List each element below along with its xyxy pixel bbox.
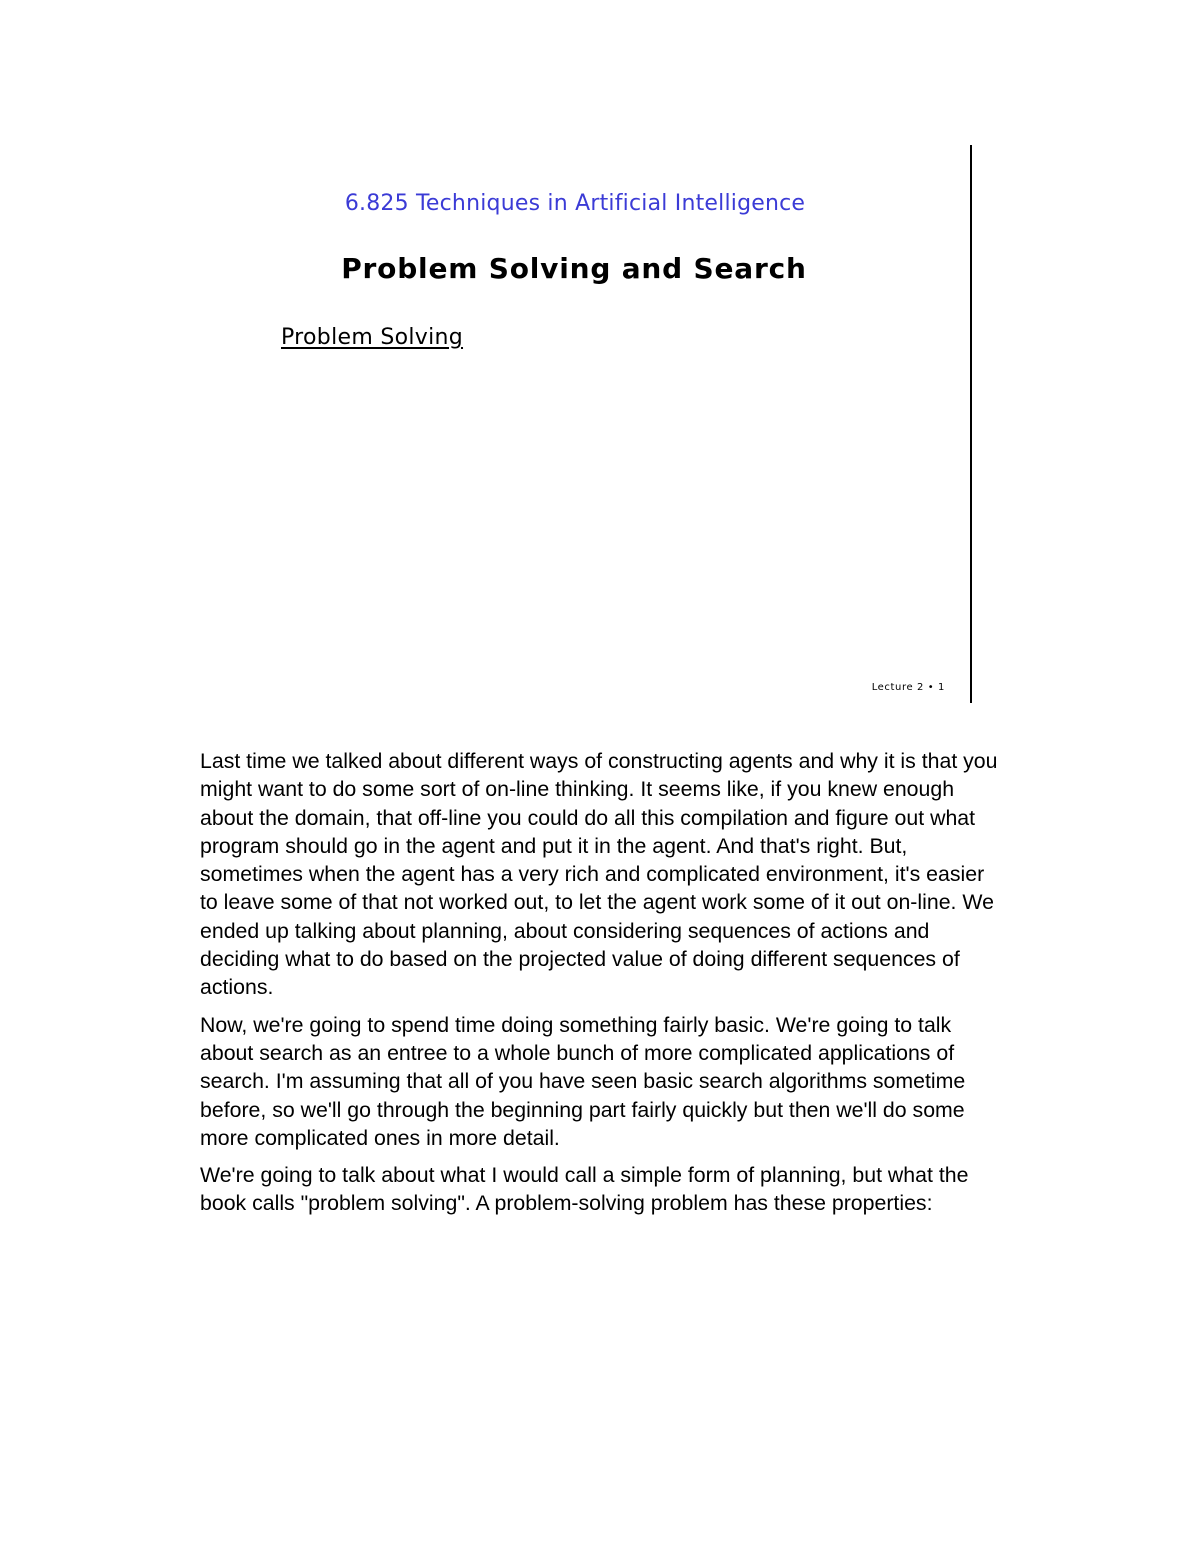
- slide-border-rule: [970, 145, 972, 703]
- section-heading: Problem Solving: [281, 325, 464, 350]
- course-title: 6.825 Techniques in Artificial Intelligence: [344, 191, 806, 216]
- notes-paragraph: Last time we talked about different ways of constructing agents and why it is that you might want to do some sort of on-line thinking. It seems like, if you knew enough about the domain, that off-line you could do all this compilation and figure out what program should go in the agent and put it in the agent. And that's right. But, sometimes when the agent has a very rich and complicated environment, it's easier to leave some of that not worked out, to let the agent work some of it out on-line. We ended up talking about planning, about considering sequences of actions and deciding what to do based on the projected value of doing different sequences of actions.: [200, 749, 998, 1000]
- lecture-slide: [0, 0, 1200, 710]
- slide-number: Lecture 2 • 1: [871, 682, 945, 693]
- lecture-notes: [200, 747, 1000, 1227]
- lecture-title: Problem Solving and Search: [341, 252, 807, 285]
- notes-paragraph: We're going to talk about what I would call a simple form of planning, but what the book calls "problem solving". A problem-solving problem has these properties:: [200, 1163, 969, 1216]
- notes-paragraph: Now, we're going to spend time doing something fairly basic. We're going to talk about search as an entree to a whole bunch of more complicated applications of search. I'm assuming that all of you have seen basic search algorithms sometime before, so we'll go through the beginning part fairly quickly but then we'll do some more complicated ones in more detail.: [200, 1012, 966, 1150]
